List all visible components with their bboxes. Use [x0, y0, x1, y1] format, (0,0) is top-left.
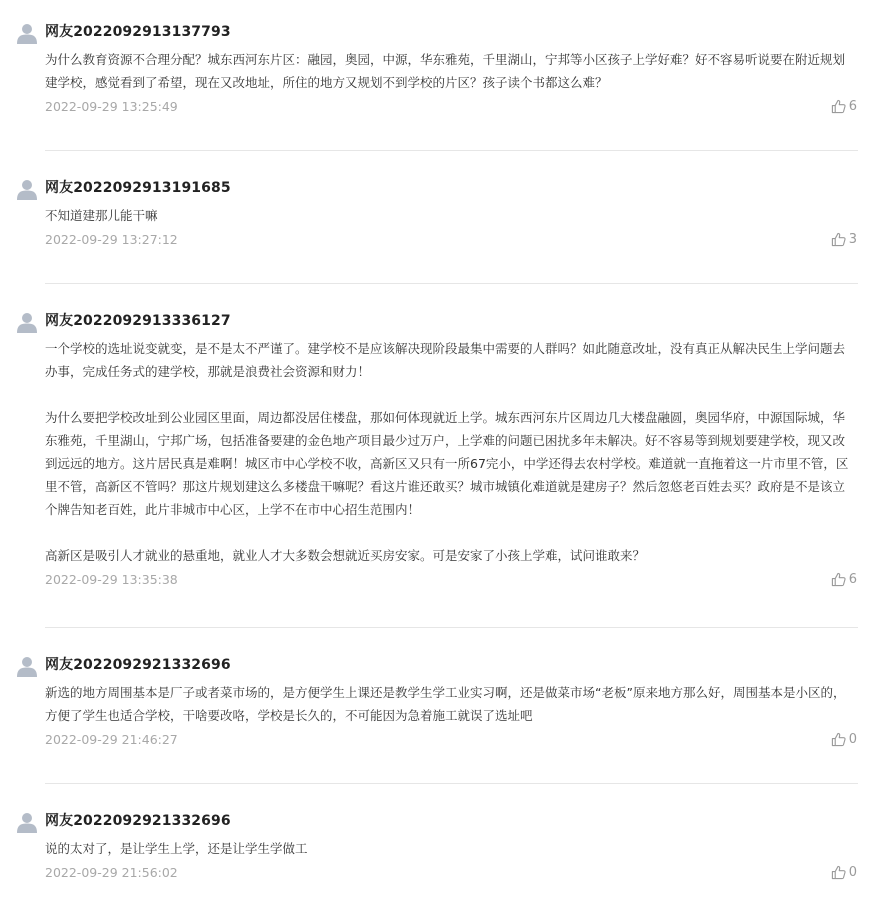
divider [45, 783, 858, 784]
like-button[interactable] [831, 96, 857, 116]
comment-username[interactable]: 网友2022092913137793 [45, 24, 231, 40]
comment-text [45, 337, 857, 567]
like-count: 6 [848, 571, 857, 587]
comment-timestamp: 2022-09-29 13:27:12 [45, 232, 178, 247]
divider [45, 283, 858, 284]
comment-text [45, 48, 857, 94]
like-count: 0 [848, 731, 857, 747]
comment-timestamp: 2022-09-29 13:25:49 [45, 99, 178, 114]
comment-meta [45, 729, 857, 749]
comment-text [45, 204, 857, 227]
like-button[interactable] [831, 729, 857, 749]
thumbs-up-icon [831, 572, 846, 587]
like-button[interactable] [831, 862, 857, 882]
comment-paragraph: 新选的地方周围基本是厂子或者菜市场的，是方便学生上课还是教学生学工业实习啊，还是做菜市场“老板”原来地方那么好，周围基本是小区的，方便了学生也适合学校，干啥要改咯，学校是长久的，不可能因为急着施工就误了选址吧 [45, 685, 846, 723]
comment-content [45, 655, 857, 749]
thumbs-up-icon [831, 865, 846, 880]
user-avatar-icon[interactable] [16, 22, 38, 44]
comment-timestamp: 2022-09-29 21:56:02 [45, 865, 178, 880]
comment-content [45, 22, 857, 116]
comment-timestamp: 2022-09-29 21:46:27 [45, 732, 178, 747]
divider [45, 627, 858, 628]
comment-meta [45, 862, 857, 882]
comment-timestamp: 2022-09-29 13:35:38 [45, 572, 178, 587]
user-avatar-icon[interactable] [16, 811, 38, 833]
like-count: 3 [848, 231, 857, 247]
comment-username[interactable]: 网友2022092921332696 [45, 657, 231, 673]
comment-paragraph: 说的太对了，是让学生上学，还是让学生学做工 [45, 841, 308, 856]
comment-meta [45, 229, 857, 249]
divider [45, 150, 858, 151]
comment-paragraph: 为什么要把学校改址到公业园区里面，周边都没居住楼盘，那如何体现就近上学。城东西河东片区周边几大楼盘融圆，奥园华府，中源国际城，华东雅苑，千里湖山，宁邦广场，包括准备要建的金色地产项目最少过万户，上学难的问题已困扰多年未解决。好不容易等到规划要建学校，现又改到远远的地方。这片居民真是难啊！城区市中心学校不收，高新区又只有一所67完小，中学还得去农村学校。难道就一直拖着这一片市里不管，区里不管，高新区不管吗？那这片规划建这么多楼盘干嘛呢？看这片谁还敢买？城市城镇化难道就是建房子？然后忽悠老百姓去买？政府是不是该立个牌告知老百姓，此片非城市中心区，上学不在市中心招生范围内！ [45, 410, 849, 517]
thumbs-up-icon [831, 232, 846, 247]
comment-content [45, 811, 857, 882]
comment-meta [45, 96, 857, 116]
like-count: 0 [848, 864, 857, 880]
comment-meta [45, 569, 857, 589]
comment-paragraph: 高新区是吸引人才就业的悬重地，就业人才大多数会想就近买房安家。可是安家了小孩上学难，试问谁敢来？ [45, 548, 646, 563]
comment-username[interactable]: 网友2022092913191685 [45, 180, 231, 196]
like-count: 6 [848, 98, 857, 114]
user-avatar-icon[interactable] [16, 311, 38, 333]
comment-content [45, 311, 857, 589]
comment-paragraph: 为什么教育资源不合理分配？城东西河东片区：融园，奥园，中源，华东雅苑，千里湖山，宁邦等小区孩子上学好难？好不容易听说要在附近规划建学校，感觉看到了希望，现在又改地址，所住的地方又规划不到学校的片区？孩子读个书都这么难？ [45, 52, 846, 90]
comment-text [45, 681, 857, 727]
comment-text [45, 837, 857, 860]
comment-paragraph: 不知道建那儿能干嘛 [45, 208, 158, 223]
thumbs-up-icon [831, 732, 846, 747]
like-button[interactable] [831, 229, 857, 249]
user-avatar-icon[interactable] [16, 655, 38, 677]
user-avatar-icon[interactable] [16, 178, 38, 200]
thumbs-up-icon [831, 99, 846, 114]
comment-paragraph: 一个学校的选址说变就变，是不是太不严谨了。建学校不是应该解决现阶段最集中需要的人群吗？如此随意改址，没有真正从解决民生上学问题去办事，完成任务式的建学校，那就是浪费社会资源和财力！ [45, 341, 846, 379]
like-button[interactable] [831, 569, 857, 589]
comment-username[interactable]: 网友2022092913336127 [45, 313, 231, 329]
comment-content [45, 178, 857, 249]
comment-username[interactable]: 网友2022092921332696 [45, 813, 231, 829]
